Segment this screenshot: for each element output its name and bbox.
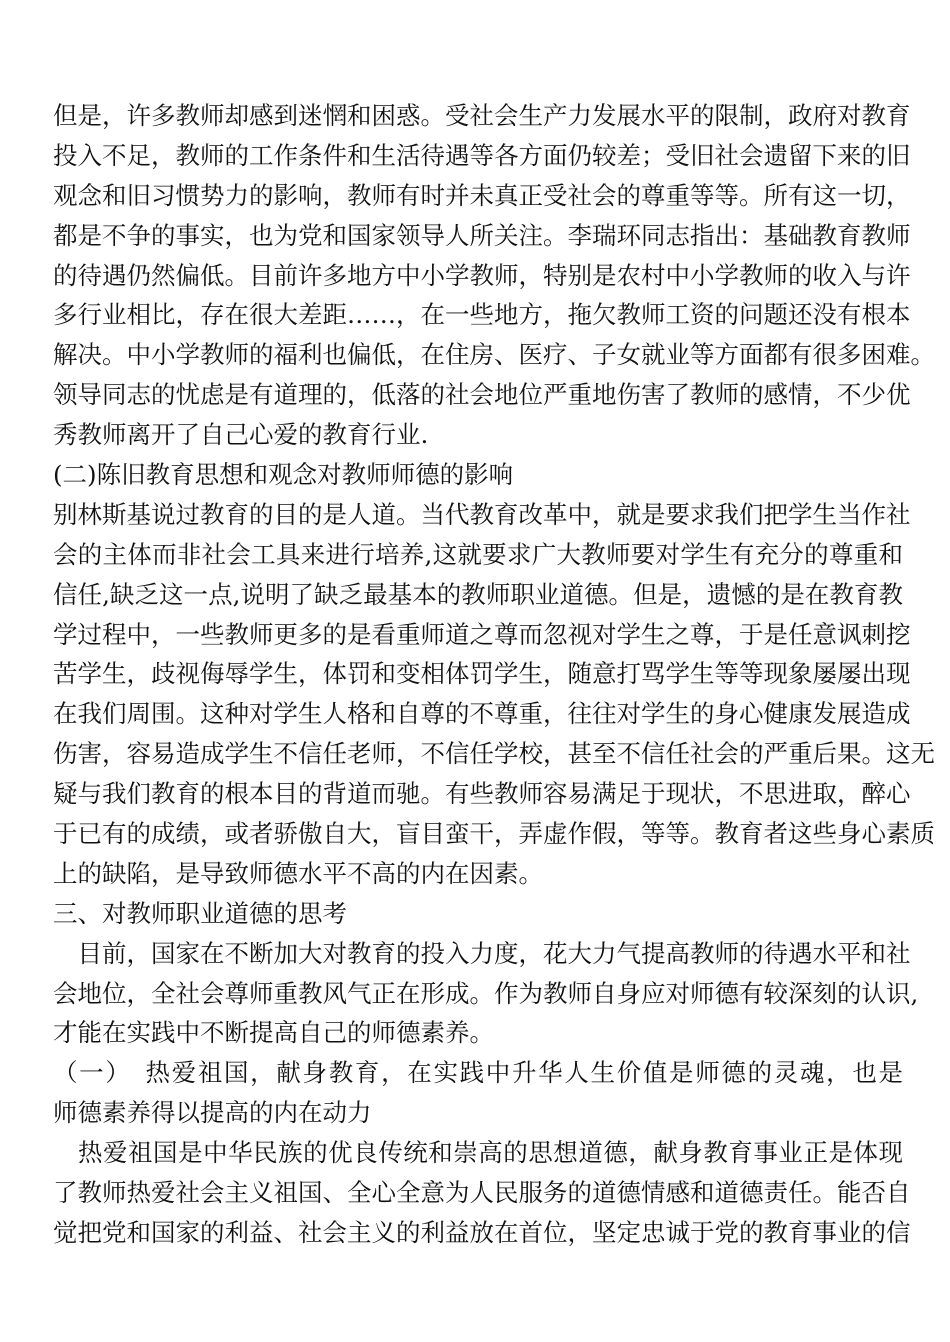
text-line: 学过程中，一些教师更多的是看重师道之尊而忽视对学生之尊，于是任意讽刺挖 [53, 619, 911, 649]
text-line: 投入不足，教师的工作条件和生活待遇等各方面仍较差；受旧社会遗留下来的旧 [53, 140, 911, 170]
text-line: 多行业相比，存在很大差距……，在一些地方，拖欠教师工资的问题还没有根本 [53, 300, 911, 330]
text-line: 苦学生，歧视侮辱学生，体罚和变相体罚学生，随意打骂学生等等现象屡屡出现 [53, 659, 911, 689]
subsection-heading: 师德素养得以提高的内在动力 [53, 1098, 372, 1128]
text-line: 疑与我们教育的根本目的背道而驰。有些教师容易满足于现状，不思进取，醉心 [53, 779, 911, 809]
text-line: 会的主体而非社会工具来进行培养,这就要求广大教师要对学生有充分的尊重和 [53, 539, 903, 569]
subsection-heading: （一） 热爱祖国，献身教育，在实践中升华人生价值是师德的灵魂，也是 [53, 1058, 903, 1088]
text-line: 信任,缺乏这一点,说明了缺乏最基本的教师职业道德。但是，遗憾的是在教育教 [53, 579, 903, 609]
text-line: 领导同志的忧虑是有道理的，低落的社会地位严重地伤害了教师的感情，不少优 [53, 380, 911, 410]
text-line: 在我们周围。这种对学生人格和自尊的不尊重，往往对学生的身心健康发展造成 [53, 699, 911, 729]
text-line: 但是，许多教师却感到迷惘和困惑。受社会生产力发展水平的限制，政府对教育 [53, 101, 911, 130]
text-line: 会地位，全社会尊师重教风气正在形成。作为教师自身应对师德有较深刻的认识, [53, 978, 919, 1008]
section-heading: (二)陈旧教育思想和观念对教师师德的影响 [53, 460, 514, 490]
text-line: 目前，国家在不断加大对教育的投入力度，花大力气提高教师的待遇水平和社 [53, 938, 911, 968]
text-line: 的待遇仍然偏低。目前许多地方中小学教师，特别是农村中小学教师的收入与许 [53, 260, 911, 290]
text-line: 上的缺陷，是导致师德水平不高的内在因素。 [53, 858, 543, 888]
text-line: 观念和旧习惯势力的影响，教师有时并未真正受社会的尊重等等。所有这一切， [53, 180, 911, 210]
text-line: 才能在实践中不断提高自己的师德素养。 [53, 1018, 494, 1048]
text-line: 别林斯基说过教育的目的是人道。当代教育改革中，就是要求我们把学生当作社 [53, 499, 911, 529]
text-line: 了教师热爱社会主义祖国、全心全意为人民服务的道德情感和道德责任。能否自 [53, 1178, 911, 1208]
text-line: 于已有的成绩，或者骄傲自大，盲目蛮干，弄虚作假，等等。教育者这些身心素质 [53, 819, 935, 849]
text-line: 觉把党和国家的利益、社会主义的利益放在首位，坚定忠诚于党的教育事业的信 [53, 1217, 911, 1247]
text-line: 热爱祖国是中华民族的优良传统和崇高的思想道德，献身教育事业正是体现 [53, 1138, 903, 1168]
text-line: 伤害，容易造成学生不信任老师，不信任学校，甚至不信任社会的严重后果。这无 [53, 739, 935, 769]
text-line: 都是不争的事实，也为党和国家领导人所关注。李瑞环同志指出：基础教育教师 [53, 220, 911, 250]
section-heading: 三、对教师职业道德的思考 [53, 898, 347, 928]
document-body [53, 96, 935, 1253]
text-line: 解决。中小学教师的福利也偏低，在住房、医疗、子女就业等方面都有很多困难。 [53, 340, 935, 370]
text-line: 秀教师离开了自己心爱的教育行业. [53, 420, 429, 450]
